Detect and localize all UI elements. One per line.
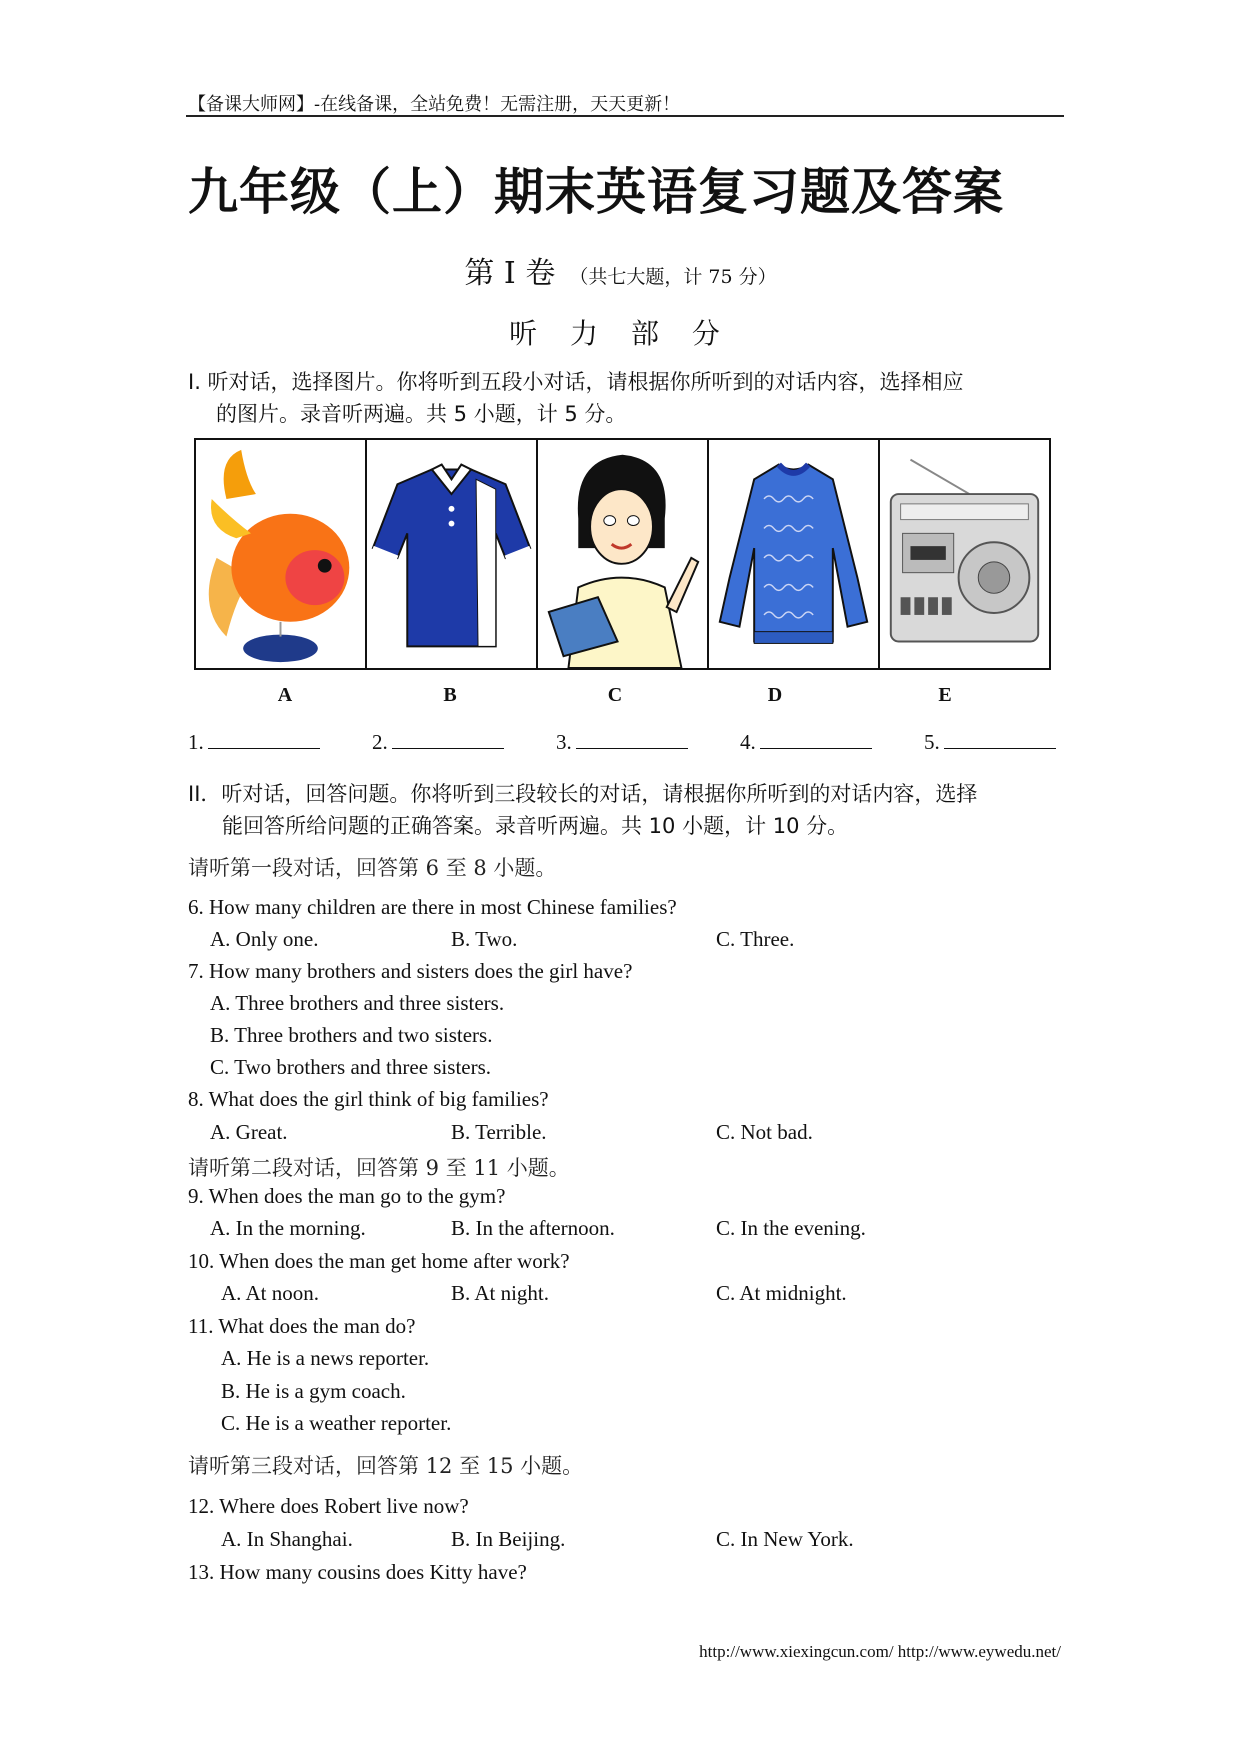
q8-option-c: C. Not bad. bbox=[716, 1120, 813, 1144]
q12-option-c: C. In New York. bbox=[716, 1527, 854, 1551]
section1-instruction-line2: 的图片。录音听两遍。共 5 小题，计 5 分。 bbox=[216, 402, 627, 426]
q6-option-b: B. Two. bbox=[451, 927, 518, 951]
dialog3-note: 请听第三段对话，回答第 12 至 15 小题。 bbox=[188, 1454, 584, 1478]
picture-row bbox=[196, 438, 1051, 670]
picture-b bbox=[365, 438, 538, 670]
picture-label-b: B bbox=[443, 684, 457, 706]
answer-blank-1[interactable]: 1. bbox=[188, 730, 320, 755]
question-13: 13. How many cousins does Kitty have? bbox=[188, 1560, 527, 1584]
q9-option-c: C. In the evening. bbox=[716, 1216, 866, 1240]
picture-label-d: D bbox=[767, 684, 783, 706]
q10-option-c: C. At midnight. bbox=[716, 1281, 847, 1305]
q7-option-b: B. Three brothers and two sisters. bbox=[210, 1023, 493, 1047]
q7-option-c: C. Two brothers and three sisters. bbox=[210, 1055, 492, 1079]
page-title: 九年级（上）期末英语复习题及答案 bbox=[188, 163, 1004, 221]
picture-a bbox=[194, 438, 367, 670]
q6-option-a: A. Only one. bbox=[210, 927, 319, 951]
q9-option-b: B. In the afternoon. bbox=[451, 1216, 615, 1240]
page-footer[interactable]: http://www.xiexingcun.com/ http://www.eywedu.net/ bbox=[699, 1642, 1061, 1661]
q7-option-a: A. Three brothers and three sisters. bbox=[210, 991, 505, 1015]
section1-instruction-line1: I. 听对话，选择图片。你将听到五段小对话，请根据你所听到的对话内容，选择相应 bbox=[188, 370, 964, 394]
goldfish-picture bbox=[196, 440, 365, 668]
volume-name: 第 I 卷 bbox=[464, 256, 556, 291]
q8-option-a: A. Great. bbox=[210, 1120, 288, 1144]
q11-option-c: C. He is a weather reporter. bbox=[221, 1411, 452, 1435]
answer-blank-2[interactable]: 2. bbox=[372, 730, 504, 755]
q10-option-a: A. At noon. bbox=[221, 1281, 320, 1305]
polo-shirt-picture bbox=[367, 440, 536, 668]
sweater-picture bbox=[709, 440, 878, 668]
q9-option-a: A. In the morning. bbox=[210, 1216, 366, 1240]
q11-option-a: A. He is a news reporter. bbox=[221, 1346, 430, 1370]
question-12: 12. Where does Robert live now? bbox=[188, 1494, 469, 1518]
answer-blank-3[interactable]: 3. bbox=[556, 730, 688, 755]
header-rule bbox=[186, 115, 1064, 117]
question-10: 10. When does the man get home after work? bbox=[188, 1249, 570, 1273]
question-11: 11. What does the man do? bbox=[188, 1314, 416, 1338]
question-6: 6. How many children are there in most Chinese families? bbox=[188, 895, 677, 919]
question-7: 7. How many brothers and sisters does the girl have? bbox=[188, 959, 633, 983]
part-title: 听 力 部 分 bbox=[509, 317, 732, 350]
picture-label-e: E bbox=[938, 684, 952, 706]
dialog1-note: 请听第一段对话，回答第 6 至 8 小题。 bbox=[188, 856, 557, 880]
picture-e bbox=[878, 438, 1051, 670]
volume-note: （共七大题，计 75 分） bbox=[569, 266, 777, 288]
teacher-picture bbox=[538, 440, 707, 668]
q12-option-a: A. In Shanghai. bbox=[221, 1527, 353, 1551]
picture-c bbox=[536, 438, 709, 670]
question-9: 9. When does the man go to the gym? bbox=[188, 1184, 506, 1208]
volume-heading bbox=[0, 248, 1241, 292]
q8-option-b: B. Terrible. bbox=[451, 1120, 547, 1144]
section2-instruction-line1: II．听对话，回答问题。你将听到三段较长的对话，请根据你所听到的对话内容，选择 bbox=[188, 782, 978, 806]
section2-instruction-line2: 能回答所给问题的正确答案。录音听两遍。共 10 小题，计 10 分。 bbox=[222, 814, 849, 838]
q6-option-c: C. Three. bbox=[716, 927, 795, 951]
answer-blank-5[interactable]: 5. bbox=[924, 730, 1056, 755]
q11-option-b: B. He is a gym coach. bbox=[221, 1379, 406, 1403]
q12-option-b: B. In Beijing. bbox=[451, 1527, 566, 1551]
radio-picture bbox=[880, 440, 1049, 668]
dialog2-note: 请听第二段对话，回答第 9 至 11 小题。 bbox=[188, 1156, 570, 1180]
question-8: 8. What does the girl think of big families? bbox=[188, 1087, 549, 1111]
picture-label-c: C bbox=[607, 684, 623, 706]
picture-label-a: A bbox=[277, 684, 293, 706]
picture-d bbox=[707, 438, 880, 670]
page-header: 【备课大师网】-在线备课，全站免费！无需注册，天天更新！ bbox=[188, 94, 681, 115]
answer-blank-4[interactable]: 4. bbox=[740, 730, 872, 755]
q10-option-b: B. At night. bbox=[451, 1281, 550, 1305]
